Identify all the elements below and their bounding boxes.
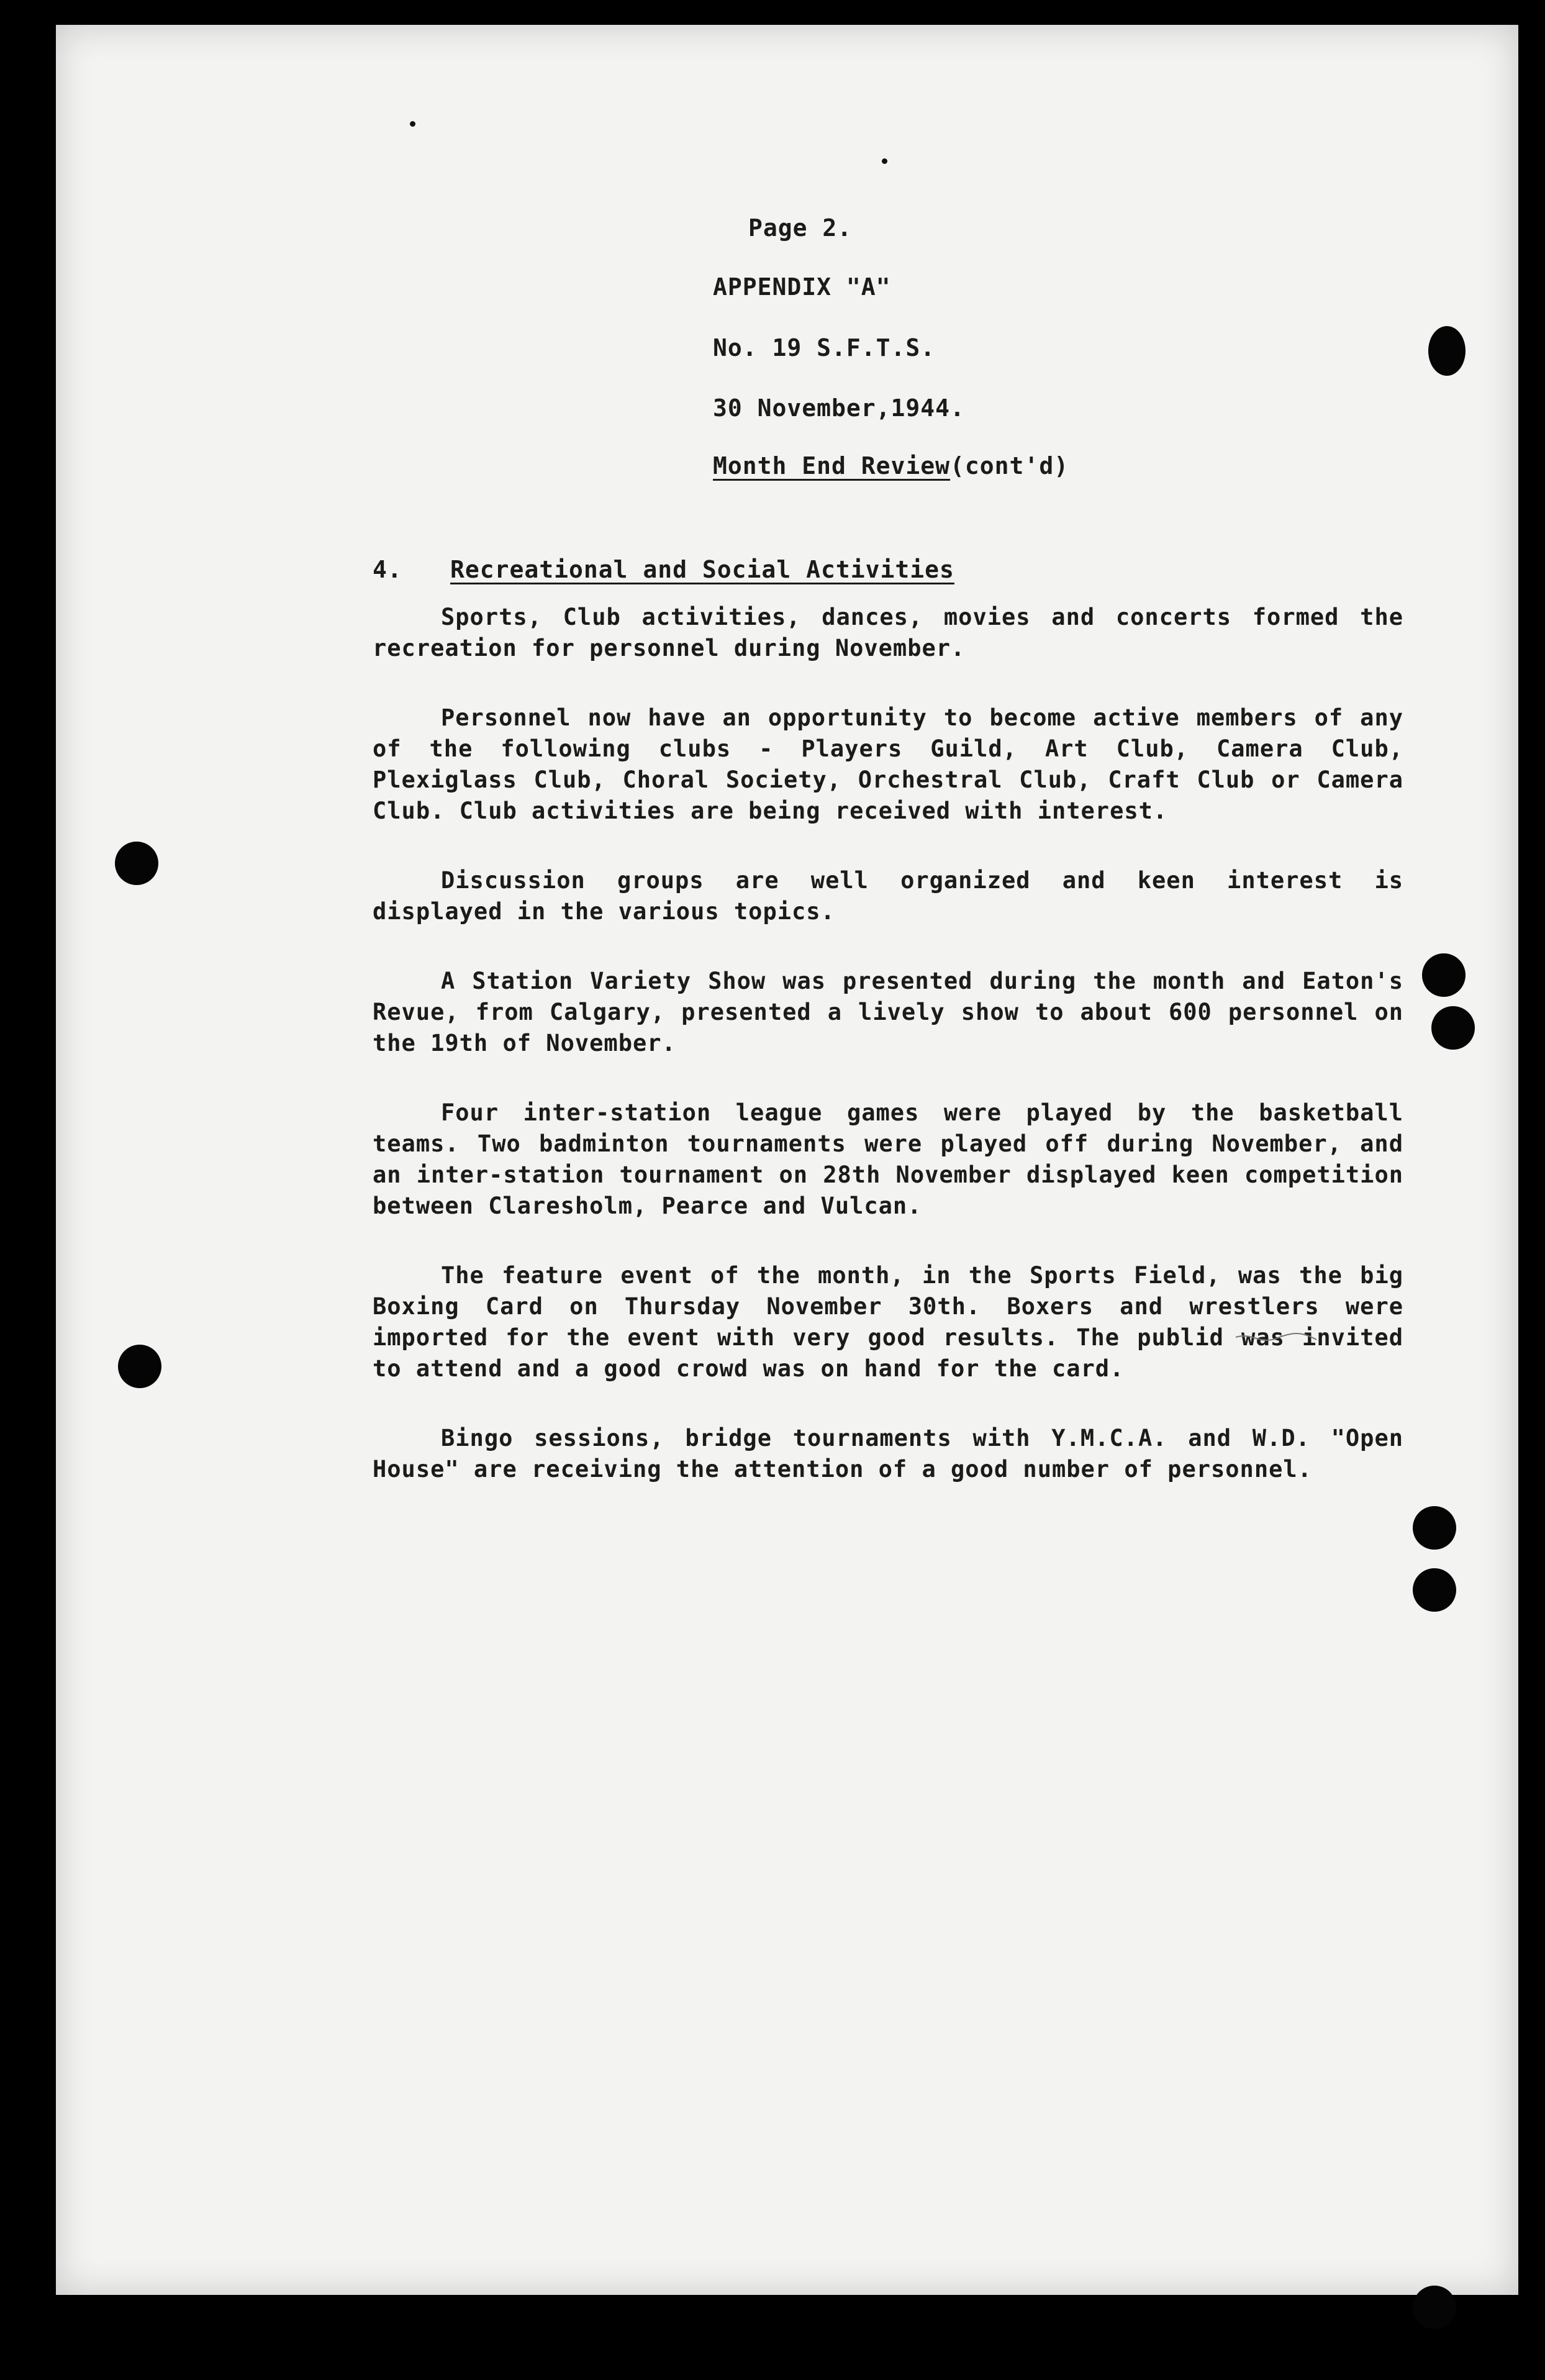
punch-hole xyxy=(1428,326,1466,376)
report-title-suffix: (cont'd) xyxy=(950,452,1069,479)
section-recreational xyxy=(373,556,1403,1524)
paragraph: Discussion groups are well organized and keen interest is displayed in the various topics. xyxy=(373,867,1403,925)
pen-mark xyxy=(1233,1326,1320,1351)
section-title: Recreational and Social Activities xyxy=(450,556,954,583)
report-title-underlined: Month End Review xyxy=(713,452,951,479)
appendix-label: APPENDIX "A" xyxy=(713,273,891,301)
punch-hole xyxy=(118,1345,161,1388)
section-number: 4. xyxy=(373,556,402,583)
punch-hole xyxy=(1413,1568,1456,1612)
punch-hole xyxy=(1422,953,1466,997)
paragraph: Sports, Club activities, dances, movies and concerts formed the recreation for personnel during November. xyxy=(373,604,1403,661)
paragraph: Four inter-station league games were played by the basketball teams. Two badminton tournaments were played off during November, and an inter-station tournament on 28th November displayed keen competition between Claresholm, Pearce and Vulcan. xyxy=(373,1099,1403,1219)
paper-speck xyxy=(882,158,887,164)
punch-hole xyxy=(1413,1506,1456,1550)
paper-speck xyxy=(410,121,415,127)
unit-label: No. 19 S.F.T.S. xyxy=(713,334,936,361)
page-number: Page 2. xyxy=(748,214,853,242)
punch-hole xyxy=(1413,2286,1456,2329)
punch-hole xyxy=(1431,1006,1475,1050)
report-date: 30 November,1944. xyxy=(713,394,965,422)
paragraph: Personnel now have an opportunity to become active members of any of the following clubs - Players Guild, Art Club, Camera Club, Plexiglass Club, Choral Society, Orchestral Club, Craft Club or Camera Club. Club activities are being received with interest. xyxy=(373,704,1403,824)
paragraph: The feature event of the month, in the Sports Field, was the big Boxing Card on Thursday November 30th. Boxers and wrestlers were imported for the event with very good results. The publid was invited to attend and a good crowd was on hand for the card. xyxy=(373,1262,1403,1382)
punch-hole xyxy=(115,842,158,885)
paragraph: A Station Variety Show was presented during the month and Eaton's Revue, from Calgary, presented a lively show to about 600 personnel on the 19th of November. xyxy=(373,968,1403,1056)
section-heading xyxy=(373,556,1403,583)
paragraph: Bingo sessions, bridge tournaments with Y.M.C.A. and W.D. "Open House" are receiving the attention of a good number of personnel. xyxy=(373,1425,1403,1483)
report-title xyxy=(713,452,1069,479)
